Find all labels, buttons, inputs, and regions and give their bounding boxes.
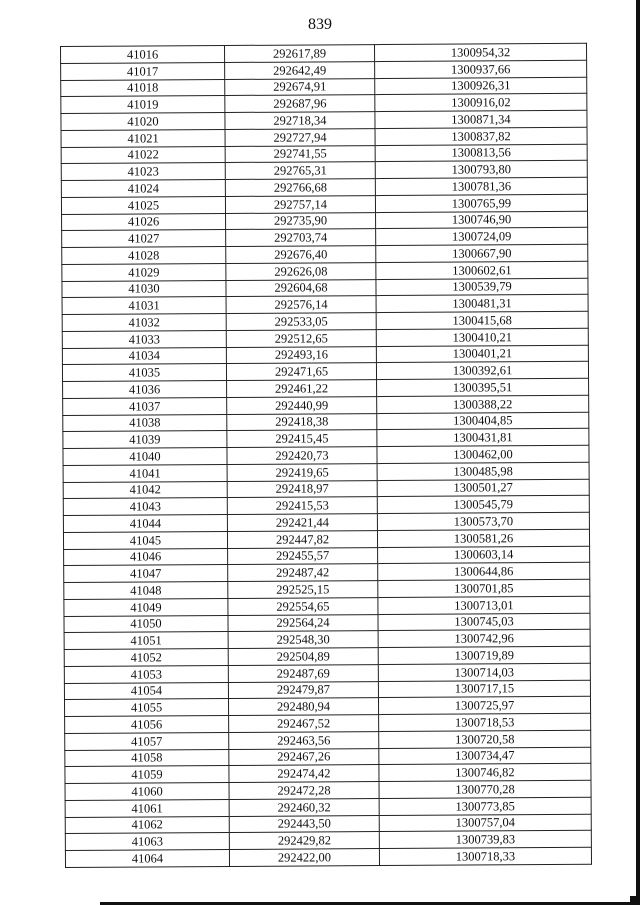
x-coordinate-cell: 292418,38 [227,413,377,431]
y-coordinate-cell: 1300739,83 [379,831,591,849]
y-coordinate-cell: 1300392,61 [376,362,588,380]
x-coordinate-cell: 292642,49 [225,61,375,79]
x-coordinate-cell: 292504,89 [228,648,378,666]
x-coordinate-cell: 292415,53 [227,497,377,515]
point-number-cell: 41063 [65,833,229,851]
x-coordinate-cell: 292727,94 [225,128,375,146]
y-coordinate-cell: 1300539,79 [376,278,588,296]
point-number-cell: 41050 [64,615,228,633]
x-coordinate-cell: 292765,31 [225,162,375,180]
point-number-cell: 41052 [64,648,228,666]
point-number-cell: 41020 [61,112,225,130]
point-number-cell: 41054 [64,682,228,700]
x-coordinate-cell: 292533,05 [226,313,376,331]
y-coordinate-cell: 1300793,80 [375,161,587,179]
x-coordinate-cell: 292474,42 [229,765,379,783]
point-number-cell: 41036 [63,380,227,398]
y-coordinate-cell: 1300404,85 [377,412,589,430]
point-number-cell: 41016 [61,45,225,63]
point-number-cell: 41032 [62,313,226,331]
point-number-cell: 41028 [62,246,226,264]
y-coordinate-cell: 1300757,04 [379,814,591,832]
x-coordinate-cell: 292467,26 [229,748,379,766]
y-coordinate-cell: 1300481,31 [376,295,588,313]
x-coordinate-cell: 292447,82 [227,530,377,548]
point-number-cell: 41018 [61,79,225,97]
point-number-cell: 41047 [64,565,228,583]
y-coordinate-cell: 1300813,56 [375,144,587,162]
y-coordinate-cell: 1300667,90 [376,244,588,262]
point-number-cell: 41022 [61,146,225,164]
y-coordinate-cell: 1300734,47 [379,747,591,765]
x-coordinate-cell: 292460,32 [229,798,379,816]
x-coordinate-cell: 292487,69 [228,664,378,682]
point-number-cell: 41056 [65,715,229,733]
scan-edge-corner [630,896,636,902]
point-number-cell: 41025 [61,196,225,214]
point-number-cell: 41061 [65,799,229,817]
y-coordinate-cell: 1300745,03 [378,613,590,631]
y-coordinate-cell: 1300725,97 [378,697,590,715]
coordinates-table [60,43,592,868]
y-coordinate-cell: 1300644,86 [378,563,590,581]
y-coordinate-cell: 1300415,68 [376,311,588,329]
x-coordinate-cell: 292443,50 [229,815,379,833]
coordinates-sheet [60,43,593,866]
y-coordinate-cell: 1300746,90 [376,211,588,229]
point-number-cell: 41039 [63,431,227,449]
point-number-cell: 41060 [65,782,229,800]
x-coordinate-cell: 292525,15 [228,581,378,599]
point-number-cell: 41055 [64,699,228,717]
y-coordinate-cell: 1300837,82 [375,127,587,145]
y-coordinate-cell: 1300388,22 [377,395,589,413]
y-coordinate-cell: 1300701,85 [378,579,590,597]
y-coordinate-cell: 1300720,58 [379,730,591,748]
page-number: 839 [308,16,332,33]
x-coordinate-cell: 292493,16 [226,346,376,364]
x-coordinate-cell: 292766,68 [225,179,375,197]
y-coordinate-cell: 1300714,03 [378,663,590,681]
point-number-cell: 41024 [61,179,225,197]
x-coordinate-cell: 292421,44 [227,514,377,532]
point-number-cell: 41041 [63,464,227,482]
point-number-cell: 41033 [62,330,226,348]
y-coordinate-cell: 1300410,21 [376,328,588,346]
point-number-cell: 41035 [62,364,226,382]
x-coordinate-cell: 292703,74 [226,229,376,247]
x-coordinate-cell: 292467,52 [229,715,379,733]
x-coordinate-cell: 292419,65 [227,463,377,481]
y-coordinate-cell: 1300401,21 [376,345,588,363]
x-coordinate-cell: 292687,96 [225,95,375,113]
point-number-cell: 41034 [62,347,226,365]
point-number-cell: 41048 [64,581,228,599]
y-coordinate-cell: 1300765,99 [375,194,587,212]
y-coordinate-cell: 1300573,70 [377,512,589,530]
point-number-cell: 41026 [62,213,226,231]
y-coordinate-cell: 1300431,81 [377,429,589,447]
x-coordinate-cell: 292735,90 [226,212,376,230]
point-number-cell: 41031 [62,297,226,315]
x-coordinate-cell: 292548,30 [228,631,378,649]
y-coordinate-cell: 1300937,66 [375,60,587,78]
point-number-cell: 41030 [62,280,226,298]
coordinates-table-body [61,43,592,867]
point-number-cell: 41042 [63,481,227,499]
x-coordinate-cell: 292472,28 [229,782,379,800]
y-coordinate-cell: 1300781,36 [375,177,587,195]
point-number-cell: 41059 [65,766,229,784]
point-number-cell: 41017 [61,62,225,80]
y-coordinate-cell: 1300871,34 [375,110,587,128]
point-number-cell: 41062 [65,816,229,834]
x-coordinate-cell: 292429,82 [229,832,379,850]
point-number-cell: 41046 [64,548,228,566]
y-coordinate-cell: 1300770,28 [379,780,591,798]
y-coordinate-cell: 1300462,00 [377,445,589,463]
point-number-cell: 41037 [63,397,227,415]
point-number-cell: 41023 [61,163,225,181]
point-number-cell: 41040 [63,447,227,465]
y-coordinate-cell: 1300718,53 [379,713,591,731]
point-number-cell: 41044 [63,514,227,532]
y-coordinate-cell: 1300717,15 [378,680,590,698]
y-coordinate-cell: 1300501,27 [377,479,589,497]
x-coordinate-cell: 292415,45 [227,430,377,448]
point-number-cell: 41043 [63,498,227,516]
y-coordinate-cell: 1300581,26 [377,529,589,547]
y-coordinate-cell: 1300954,32 [374,43,586,61]
point-number-cell: 41058 [65,749,229,767]
y-coordinate-cell: 1300603,14 [378,546,590,564]
x-coordinate-cell: 292626,08 [226,262,376,280]
x-coordinate-cell: 292418,97 [227,480,377,498]
x-coordinate-cell: 292422,00 [229,849,379,867]
x-coordinate-cell: 292576,14 [226,296,376,314]
x-coordinate-cell: 292741,55 [225,145,375,163]
y-coordinate-cell: 1300719,89 [378,646,590,664]
x-coordinate-cell: 292718,34 [225,112,375,130]
x-coordinate-cell: 292463,56 [229,731,379,749]
x-coordinate-cell: 292480,94 [228,698,378,716]
point-number-cell: 41053 [64,665,228,683]
y-coordinate-cell: 1300485,98 [377,462,589,480]
y-coordinate-cell: 1300545,79 [377,496,589,514]
x-coordinate-cell: 292604,68 [226,279,376,297]
y-coordinate-cell: 1300395,51 [377,378,589,396]
point-number-cell: 41057 [65,732,229,750]
x-coordinate-cell: 292757,14 [225,195,375,213]
x-coordinate-cell: 292471,65 [226,363,376,381]
x-coordinate-cell: 292479,87 [228,681,378,699]
x-coordinate-cell: 292676,40 [226,246,376,264]
point-number-cell: 41021 [61,129,225,147]
x-coordinate-cell: 292455,57 [228,547,378,565]
x-coordinate-cell: 292564,24 [228,614,378,632]
point-number-cell: 41064 [65,849,229,867]
y-coordinate-cell: 1300916,02 [375,94,587,112]
x-coordinate-cell: 292674,91 [225,78,375,96]
x-coordinate-cell: 292461,22 [227,380,377,398]
y-coordinate-cell: 1300746,82 [379,764,591,782]
y-coordinate-cell: 1300602,61 [376,261,588,279]
y-coordinate-cell: 1300718,33 [379,847,591,865]
x-coordinate-cell: 292440,99 [227,396,377,414]
point-number-cell: 41049 [64,598,228,616]
x-coordinate-cell: 292420,73 [227,447,377,465]
scan-edge-right [636,0,640,905]
y-coordinate-cell: 1300724,09 [376,228,588,246]
x-coordinate-cell: 292554,65 [228,597,378,615]
point-number-cell: 41051 [64,632,228,650]
y-coordinate-cell: 1300742,96 [378,630,590,648]
point-number-cell: 41038 [63,414,227,432]
x-coordinate-cell: 292487,42 [228,564,378,582]
point-number-cell: 41027 [62,230,226,248]
y-coordinate-cell: 1300713,01 [378,596,590,614]
x-coordinate-cell: 292617,89 [224,45,374,63]
point-number-cell: 41045 [63,531,227,549]
y-coordinate-cell: 1300926,31 [375,77,587,95]
y-coordinate-cell: 1300773,85 [379,797,591,815]
table-row [65,847,591,867]
point-number-cell: 41019 [61,96,225,114]
point-number-cell: 41029 [62,263,226,281]
x-coordinate-cell: 292512,65 [226,329,376,347]
